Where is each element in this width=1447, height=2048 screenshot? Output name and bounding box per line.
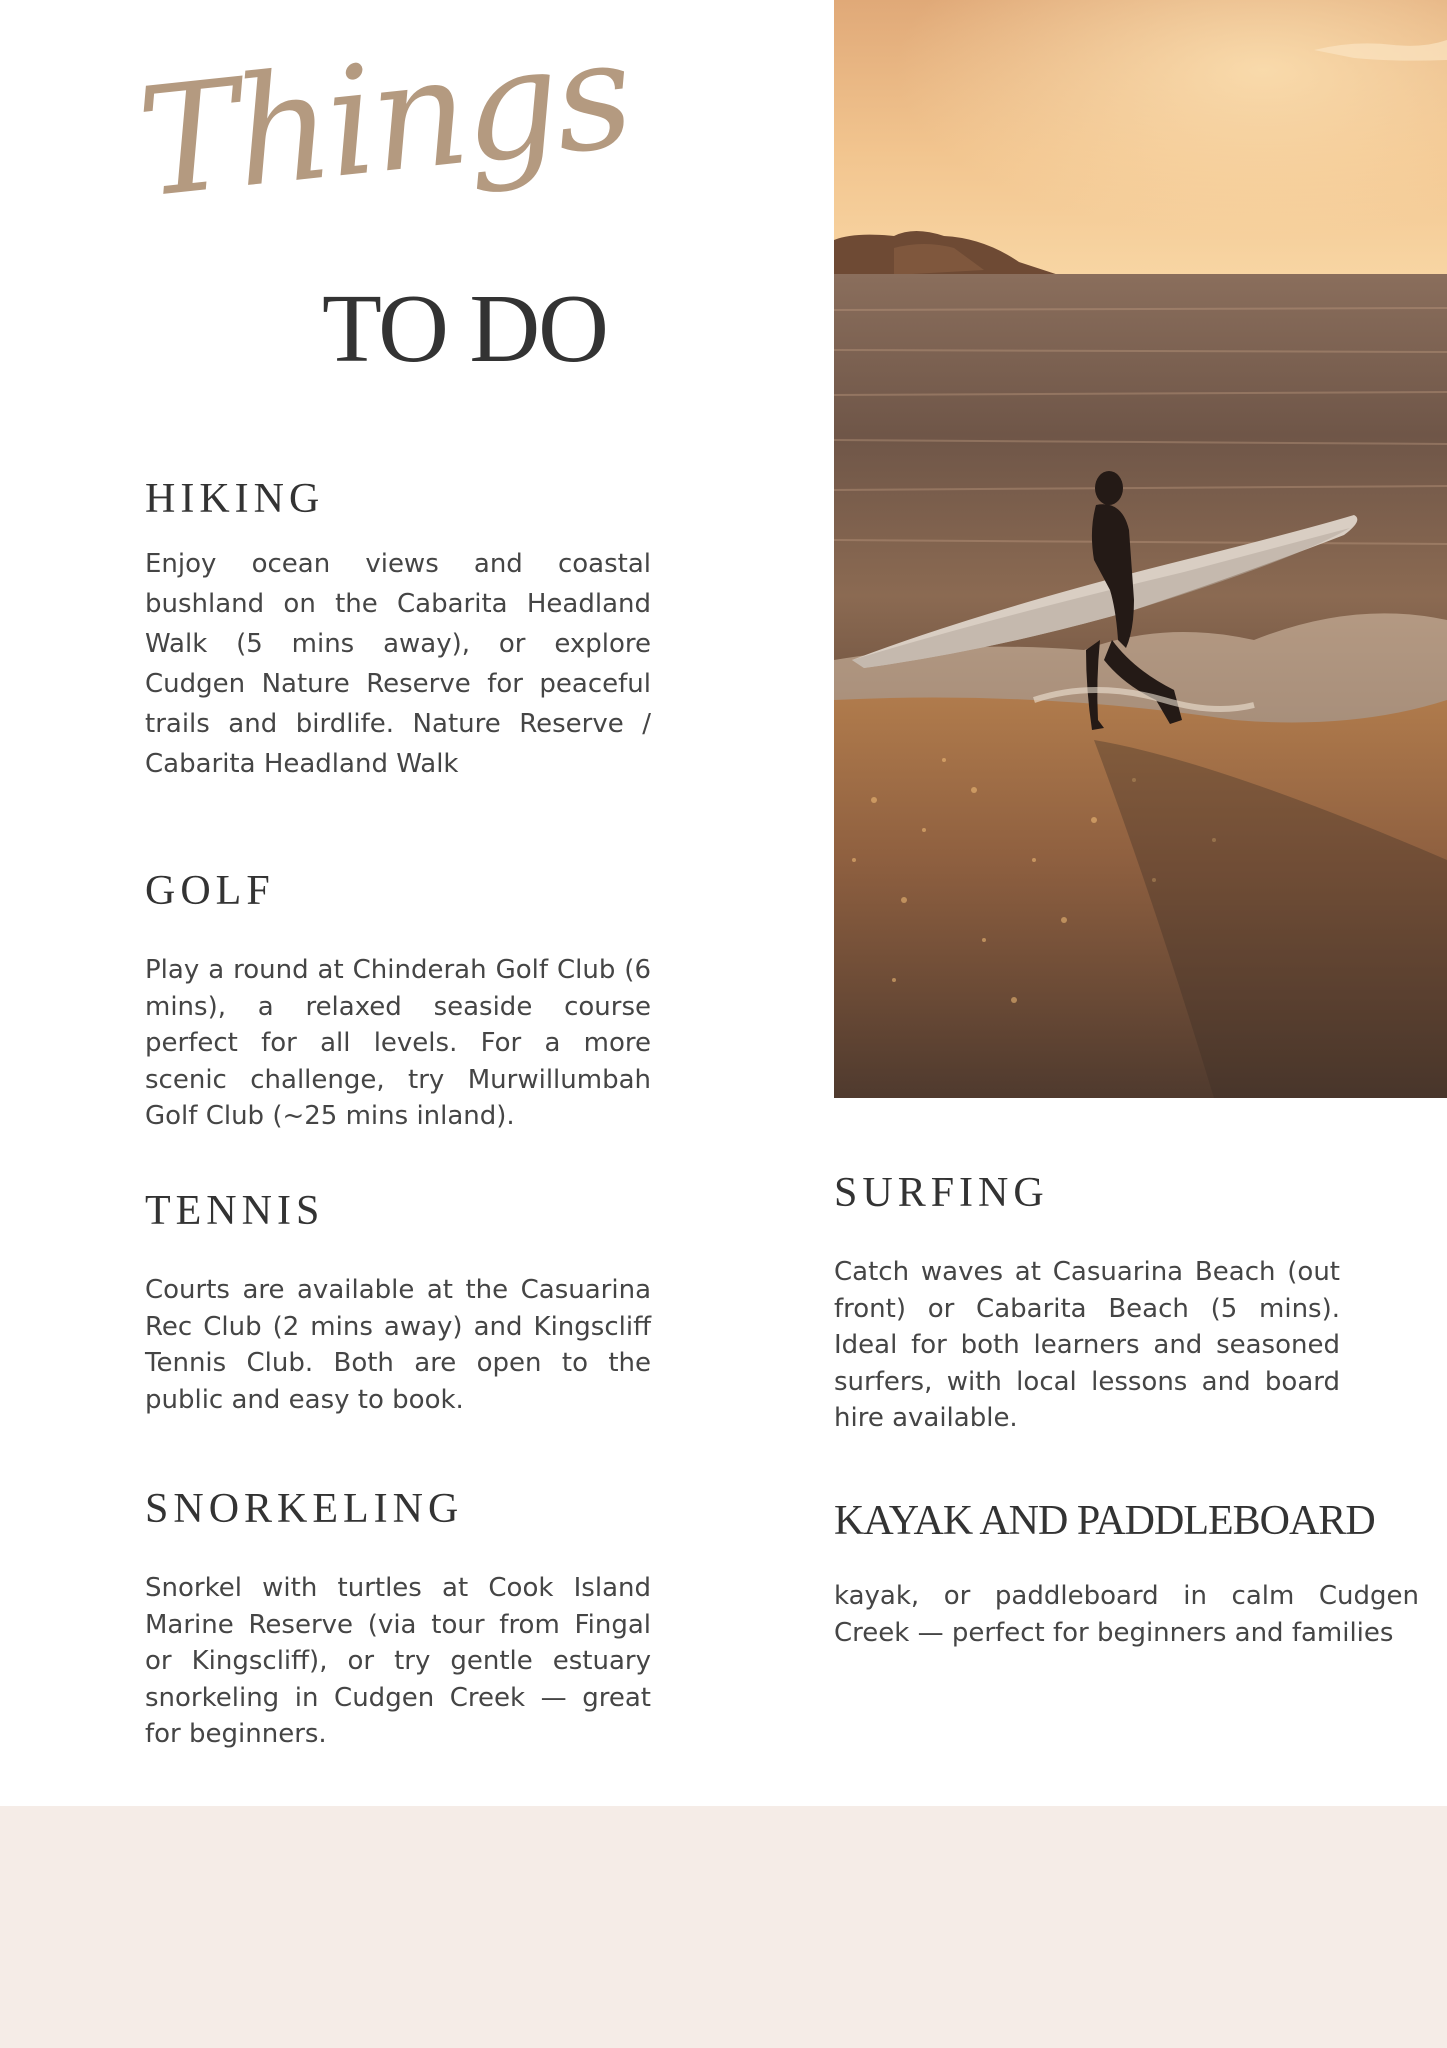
section-hiking bbox=[145, 478, 651, 784]
page-title: TO DO bbox=[322, 275, 607, 383]
snorkeling-body: Snorkel with turtles at Cook Island Marine Reserve (via tour from Fingal or Kingscliff), or try gentle estuary snorkeling in Cudgen Creek — great for beginners. bbox=[145, 1573, 651, 1749]
surfing-body: Catch waves at Casuarina Beach (out front) or Cabarita Beach (5 mins). Ideal for both learners and seasoned surfers, with local lessons and board hire available. bbox=[834, 1257, 1340, 1433]
golf-heading: GOLF bbox=[145, 868, 275, 914]
section-kayak-paddleboard bbox=[834, 1500, 1419, 1652]
snorkeling-heading: SNORKELING bbox=[145, 1486, 464, 1532]
surfer-at-sunset-photo bbox=[834, 0, 1447, 1098]
section-surfing bbox=[834, 1172, 1340, 1437]
tennis-heading: TENNIS bbox=[145, 1188, 325, 1234]
hiking-body: Enjoy ocean views and coastal bushland on the Cabarita Headland Walk (5 mins away), or explore Cudgen Nature Reserve for peaceful trails and birdlife. Nature Reserve / Cabarita Headland Walk bbox=[145, 549, 651, 779]
kayak-body: kayak, or paddleboard in calm Cudgen Creek — perfect for beginners and families bbox=[834, 1581, 1419, 1648]
section-golf bbox=[145, 870, 651, 1135]
footer-band bbox=[0, 1806, 1447, 2048]
section-tennis bbox=[145, 1190, 651, 1418]
kayak-heading: KAYAK AND PADDLEBOARD bbox=[834, 1498, 1375, 1544]
section-snorkeling bbox=[145, 1488, 651, 1753]
surfing-heading: SURFING bbox=[834, 1170, 1049, 1216]
hiking-heading: HIKING bbox=[145, 476, 325, 522]
title-script: Things bbox=[130, 7, 637, 232]
tennis-body: Courts are available at the Casuarina Rec Club (2 mins away) and Kingscliff Tennis Club. Both are open to the public and easy to book. bbox=[145, 1275, 651, 1415]
golf-body: Play a round at Chinderah Golf Club (6 mins), a relaxed seaside course perfect for all levels. For a more scenic challenge, try Murwillumbah Golf Club (~25 mins inland). bbox=[145, 955, 651, 1131]
